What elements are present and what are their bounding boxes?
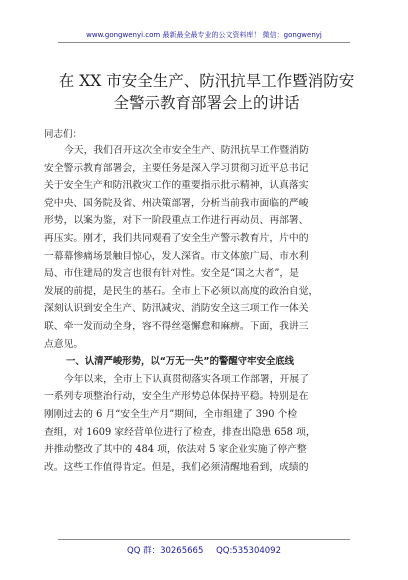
speech-body: [44, 142, 364, 476]
body-line: 今年以来，全市上下认真贯彻落实各项工作部署，开展了: [64, 373, 309, 385]
body-line: 联、牵一发而动全身，容不得丝毫懈怠和麻痹。下面，我讲三: [44, 320, 309, 332]
greeting: 同志们：: [44, 129, 83, 140]
body-line: 关于安全生产和防汛救灾工作的重要指示批示精神，认真落实: [44, 180, 309, 192]
site-header-text: www.gongwenyi.com 最新最全最专业的公文资料库！ 微信：gongwenyj: [86, 31, 322, 39]
body-line: 局、市住建局的发言也很有针对性。安全是“国之大者”，是: [44, 268, 299, 280]
title-line-1: 在 XX 市安全生产、防汛抗旱工作暨消防安: [58, 72, 355, 90]
body-line: 深刻认识到安全生产、防汛减灾、消防安全这三项工作一体关: [44, 303, 309, 315]
body-line: 查组，对 1609 家经营单位进行了检查，排查出隐患 658 项，: [44, 426, 316, 438]
body-line: 今天，我们召开这次全市安全生产、防汛抗旱工作暨消防: [64, 145, 309, 156]
body-line: 党中央、国务院及省、州决策部署，分析当前我市面临的严峻: [44, 197, 309, 209]
body-line: 一幕幕惨痛场景触目惊心，发人深省。市文体旅广局、市水利: [44, 250, 309, 262]
footer: [0, 544, 408, 556]
body-line: 安全警示教育部署会，主要任务是深入学习贯彻习近平总书记: [44, 162, 309, 174]
title-line-2: 全警示教育部署会上的讲话: [113, 94, 300, 112]
speech-title: [44, 70, 369, 114]
section-heading: 一、认清严峻形势，以“万无一失”的警醒守牢安全底线: [66, 356, 294, 368]
footer-divider: [58, 539, 350, 540]
body-line: 一系列专项整治行动，安全生产形势总体保持平稳。特别是在: [44, 391, 309, 403]
body-line: 刚刚过去的 6 月“安全生产月”期间，全市组建了 390 个检: [44, 408, 298, 420]
footer-qq-group: QQ 群：30265665: [127, 546, 204, 556]
footer-qq: QQ:535304092: [216, 546, 281, 556]
body-line: 再压实。刚才，我们共同观看了安全生产警示教育片，片中的: [44, 232, 309, 244]
body-line: 改。这些工作值得肯定。但是，我们必须清醒地看到，成绩的: [44, 461, 309, 473]
body-line: 发展的前提，是民生的基石。全市上下必须以高度的政治自觉，: [44, 285, 319, 297]
body-line: 并推动整改了其中的 484 项，依法对 5 家企业实施了停产整: [44, 444, 307, 456]
body-line: 点意见。: [44, 338, 84, 350]
body-line: 形势，以案为鉴，对下一阶段重点工作进行再动员、再部署、: [44, 215, 309, 227]
header-divider: [58, 42, 350, 43]
